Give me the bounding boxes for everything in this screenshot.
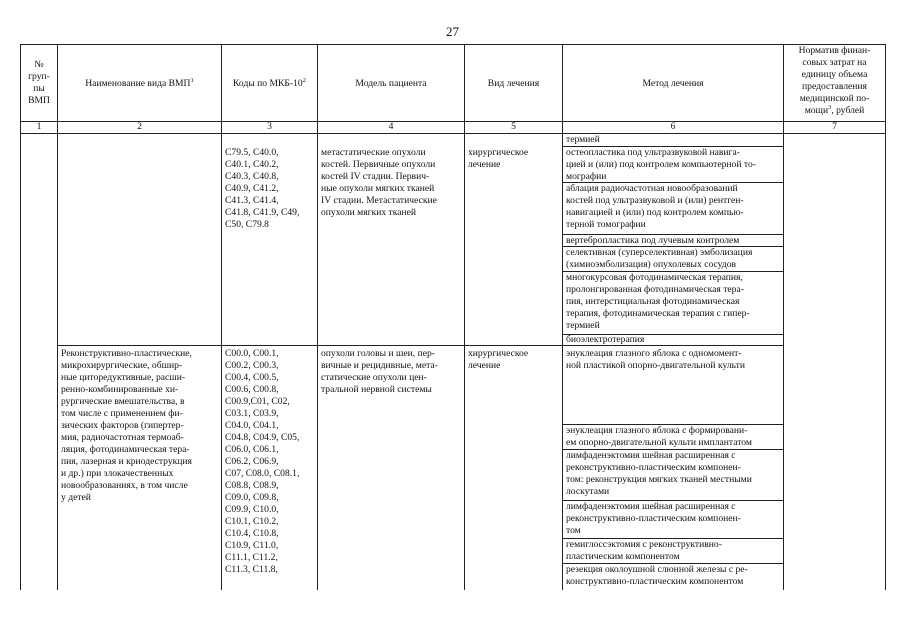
header-vmp-name: Наименование вида ВМП$^1$: [85, 76, 194, 89]
block2-method-item: энуклеация глазного яблока с формировани- ем опорно-двигательной культи имплантатом: [566, 425, 752, 448]
block2-method-item: гемиглоссэктомия с реконструктивно- пластическим компонентом: [566, 539, 722, 562]
block1-icd-codes: C79.5, C40.0, C40.1, C40.2, C40.3, C40.8, C40.9, C41.2, C41.3, C41.4, C41.8, C41.9, C49, C50, C79.8: [225, 147, 300, 230]
block2-patient-model: опухоли головы и шеи, пер- вичные и рецидивные, мета- статические опухоли цен- тральной нервной системы: [321, 348, 438, 395]
block2-method-item: резекция околоушной слюнной железы с ре- конструктивно-пластическим компонентом: [566, 564, 748, 587]
block2-method-item: лимфаденэктомия шейная расширенная с реконструктивно-пластическим компонен- том: [566, 501, 741, 536]
header-patient-model: Модель пациента: [355, 78, 427, 89]
block1-method-item: аблация радиочастотная новообразований костей под ультразвуковой и (или) рентген- навигацией и (или) под контролем компью- терной томографии: [566, 183, 744, 230]
col-number-4: 4: [388, 121, 394, 132]
page-number: 27: [446, 24, 459, 39]
col-number-5: 5: [511, 121, 516, 132]
col-number-3: 3: [267, 121, 272, 132]
header-treatment-type: Вид лечения: [487, 78, 540, 89]
block2-method-item: лимфаденэктомия шейная расширенная с реконструктивно-пластическим компонен- том: реконструкция мягких тканей местными лоскутами: [566, 450, 752, 497]
col-number-1: 1: [36, 121, 42, 132]
block2-treatment-type: хирургическое лечение: [468, 348, 529, 371]
header-group-number: № груп- пы ВМП: [28, 59, 50, 106]
block1-method-item: термией: [566, 134, 600, 145]
col-number-2: 2: [137, 121, 142, 132]
block1-method-item: многокурсовая фотодинамическая терапия, пролонгированная фотодинамическая тера- пия, интерстициальная фотодинамическая терапия, фотодинамическая терапия с гипер- термией: [566, 272, 750, 331]
col-number-6: 6: [670, 121, 676, 132]
header-treatment-method: Метод лечения: [642, 78, 704, 89]
block1-patient-model: метастатические опухоли костей. Первичные опухоли костей IV стадии. Первич- ные опухоли мягких тканей IV стадии. Метастатические опухоли мягких тканей: [321, 147, 437, 218]
table-top-border: [20, 44, 885, 45]
block1-method-item: вертебропластика под лучевым контролем: [566, 235, 740, 246]
header-icd-codes: Коды по МКБ-$10^2$: [233, 76, 306, 89]
block2-icd-codes: C00.0, C00.1, C00.2, C00.3, C00.4, C00.5, C00.6, C00.8, C00.9,C01, C02, C03.1, C03.9, C04.0, C04.1, C04.8, C04.9, C05, C06.0, C06.1, C06.2, C06.9, C07, C08.0, C08.1, C08.8, C08.9, C09.0, C09.8, C09.9, C10.0, C10.1, C10.2, C10.4, C10.8, C10.9, C11.0, C11.1, C11.2, C11.3, C11.8,: [225, 348, 300, 575]
header-cost-standard: Норматив финан- совых затрат на единицу объема предоставления медицинской по- мощи$^3$, рублей: [798, 45, 871, 116]
table-right-border: [885, 44, 886, 590]
block2-method-item: энуклеация глазного яблока с одномомент- ной пластикой опорно-двигательной культи: [566, 348, 745, 371]
block1-treatment-type: хирургическое лечение: [468, 147, 529, 170]
block1-method-item: селективная (суперселективная) эмболизация (химиоэмболизация) опухолевых сосудов: [566, 247, 753, 270]
block1-method-item: остеопластика под ультразвуковой навига- цией и (или) под контролем компьютерной то- мографии: [566, 147, 756, 182]
block1-method-item: биоэлектротерапия: [566, 334, 645, 345]
block2-vmp-name: Реконструктивно-пластические, микрохирургические, обшир- ные циторедуктивные, расши- ренно-комбинированные хи- рургические вмешательства, в том числе с применением фи- зических факторов (гипертер- мия, радиочастотная термоаб- ляция, фотодинамическая тера- пия, лазерная и криодеструкция и др.) при злокачественных новообразованиях, в том числе у детей: [61, 348, 192, 503]
col-number-7: 7: [832, 121, 837, 132]
